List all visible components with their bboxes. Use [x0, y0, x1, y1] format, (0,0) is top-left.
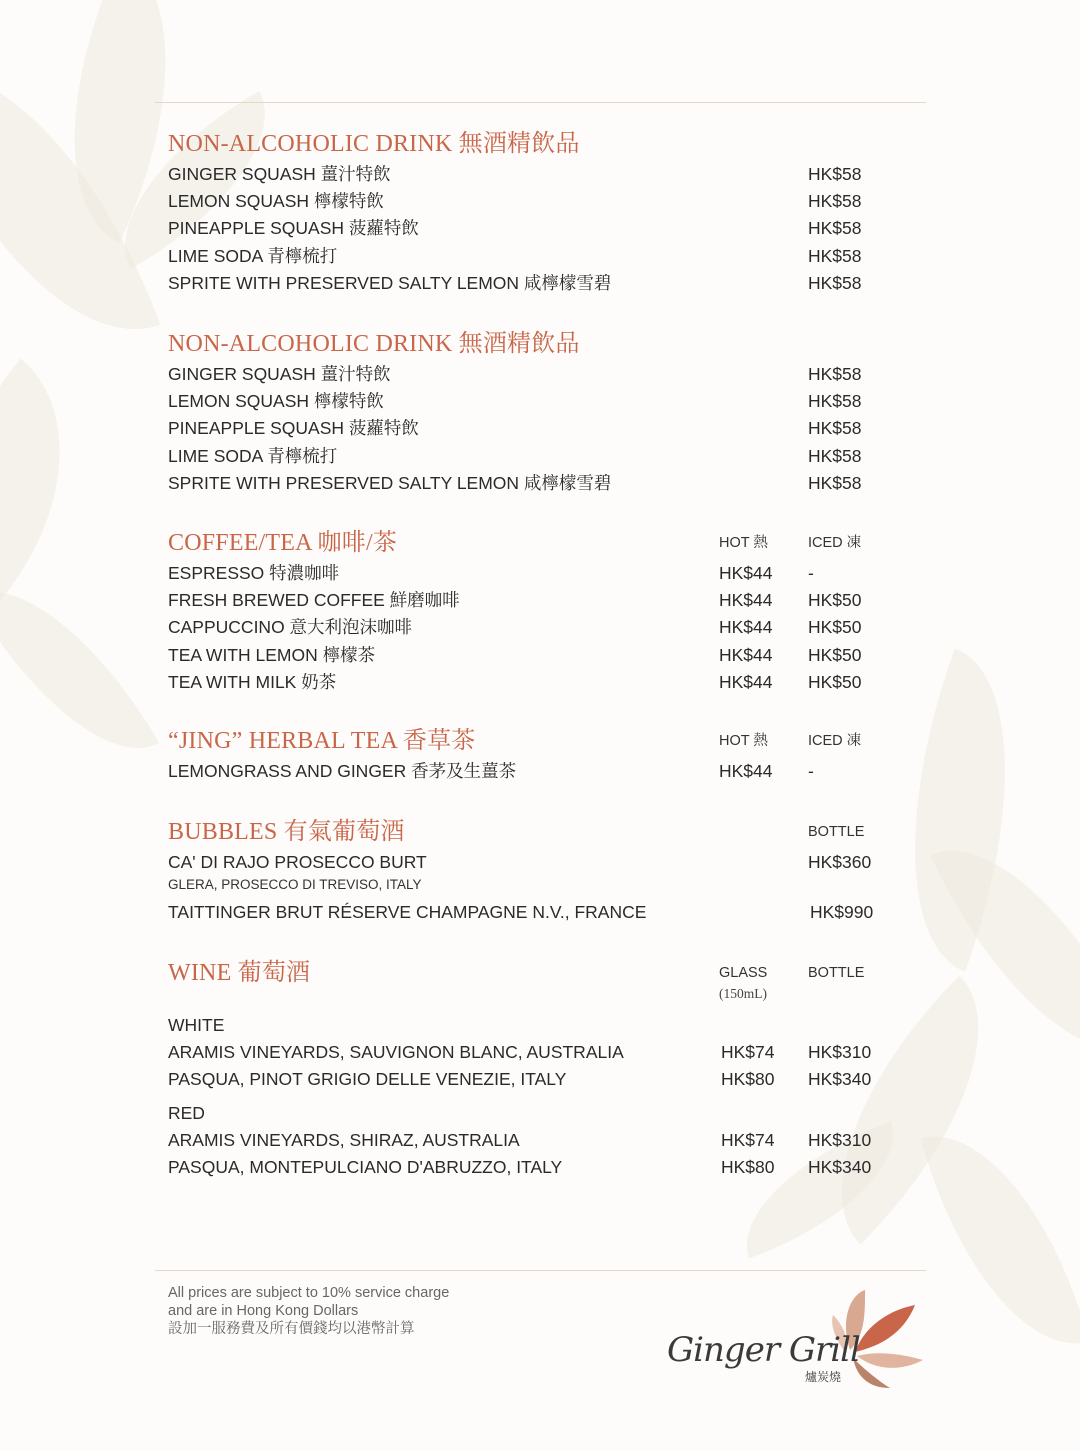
- section-coffee-tea: [168, 526, 928, 696]
- menu-item: [168, 1127, 928, 1154]
- brand-logo: [665, 1290, 935, 1390]
- item-name: LIME SODA 青檸梳打: [168, 245, 338, 266]
- item-name: TAITTINGER BRUT RÉSERVE CHAMPAGNE N.V., FRANCE: [168, 902, 647, 923]
- bottom-divider: [155, 1270, 926, 1271]
- logo-wordmark: Ginger Grill: [667, 1330, 860, 1370]
- item-name: CA' DI RAJO PROSECCO BURT: [168, 852, 427, 872]
- item-price: HK$58: [808, 164, 862, 184]
- item-price-hot: HK$44: [719, 590, 773, 611]
- item-price-bottle: HK$990: [810, 902, 874, 923]
- menu-item: [168, 388, 928, 415]
- wine-group-label: RED: [168, 1102, 205, 1123]
- item-price-iced: -: [808, 563, 814, 583]
- menu-item: [168, 587, 928, 614]
- menu-item: [168, 614, 928, 641]
- item-name: PASQUA, MONTEPULCIANO D'ABRUZZO, ITALY: [168, 1156, 563, 1177]
- menu-item: [168, 849, 928, 876]
- logo-subtext: 爐炭燒: [805, 1370, 842, 1384]
- menu-item: [168, 361, 928, 388]
- menu-item: [168, 899, 928, 926]
- menu-item: [168, 669, 928, 696]
- item-price-bottle: HK$340: [808, 1069, 872, 1090]
- column-hot: HOT 熱: [719, 733, 768, 749]
- item-name: ARAMIS VINEYARDS, SHIRAZ, AUSTRALIA: [168, 1129, 520, 1150]
- item-price-bottle: HK$360: [808, 852, 872, 872]
- item-price-iced: HK$50: [808, 644, 862, 665]
- column-glass-volume: (150mL): [719, 986, 767, 1001]
- item-price: HK$58: [808, 445, 862, 466]
- menu-item: [168, 270, 928, 297]
- menu-item: [168, 1066, 928, 1093]
- column-iced: ICED 凍: [808, 733, 862, 749]
- column-hot: HOT 熱: [719, 535, 768, 551]
- item-name: ESPRESSO 特濃咖啡: [168, 563, 340, 583]
- section-title: BUBBLES 有氣葡萄酒: [168, 819, 405, 845]
- item-price: HK$58: [808, 218, 862, 239]
- menu-item: [168, 642, 928, 669]
- item-price-hot: HK$44: [719, 617, 773, 638]
- menu-item: [168, 215, 928, 242]
- item-price: HK$58: [808, 364, 862, 384]
- section-title: COFFEE/TEA 咖啡/茶: [168, 530, 398, 556]
- item-price-hot: HK$44: [719, 563, 773, 583]
- section-title: NON-ALCOHOLIC DRINK 無酒精飲品: [168, 131, 580, 157]
- item-price: HK$58: [808, 272, 862, 293]
- item-name: PINEAPPLE SQUASH 菠蘿特飲: [168, 418, 419, 439]
- section-title: WINE 葡萄酒: [168, 960, 311, 986]
- item-price-glass: HK$80: [721, 1069, 775, 1090]
- column-bottle: BOTTLE: [808, 824, 865, 840]
- item-price-bottle: HK$340: [808, 1156, 872, 1177]
- item-name: GINGER SQUASH 薑汁特飲: [168, 164, 391, 184]
- item-name: TEA WITH LEMON 檸檬茶: [168, 644, 376, 665]
- section-bubbles: [168, 815, 928, 926]
- column-iced: ICED 凍: [808, 535, 862, 551]
- menu-item: [168, 470, 928, 497]
- item-price-iced: -: [808, 761, 814, 781]
- item-name: GINGER SQUASH 薑汁特飲: [168, 364, 391, 384]
- column-glass: GLASS: [719, 965, 768, 981]
- item-price-iced: HK$50: [808, 671, 862, 692]
- menu-item: [168, 1154, 928, 1181]
- item-subtitle: GLERA, PROSECCO DI TREVISO, ITALY: [168, 877, 422, 893]
- menu-item: [168, 243, 928, 270]
- section-non-alcoholic-2: [168, 327, 928, 497]
- item-name: CAPPUCCINO 意大利泡沫咖啡: [168, 617, 413, 638]
- menu-item: [168, 560, 928, 587]
- item-price-hot: HK$44: [719, 644, 773, 665]
- menu-item: [168, 161, 928, 188]
- item-name: FRESH BREWED COFFEE 鮮磨咖啡: [168, 590, 460, 611]
- menu-item: [168, 758, 928, 785]
- section-herbal-tea: [168, 724, 928, 785]
- menu-item: [168, 1039, 928, 1066]
- section-wine: [168, 956, 928, 1181]
- column-bottle: BOTTLE: [808, 965, 865, 981]
- menu-item: [168, 188, 928, 215]
- item-price: HK$58: [808, 418, 862, 439]
- menu-item: [168, 415, 928, 442]
- item-name: PASQUA, PINOT GRIGIO DELLE VENEZIE, ITALY: [168, 1069, 567, 1090]
- item-name: LIME SODA 青檸梳打: [168, 445, 338, 466]
- item-price-iced: HK$50: [808, 617, 862, 638]
- footer-line-1: All prices are subject to 10% service charge: [168, 1285, 450, 1301]
- item-price-bottle: HK$310: [808, 1042, 872, 1063]
- item-name: TEA WITH MILK 奶茶: [168, 671, 337, 692]
- item-name: PINEAPPLE SQUASH 菠蘿特飲: [168, 218, 419, 239]
- item-name: SPRITE WITH PRESERVED SALTY LEMON 咸檸檬雪碧: [168, 272, 612, 293]
- item-name: SPRITE WITH PRESERVED SALTY LEMON 咸檸檬雪碧: [168, 472, 612, 493]
- footer-line-2: and are in Hong Kong Dollars: [168, 1303, 359, 1319]
- item-price-glass: HK$80: [721, 1156, 775, 1177]
- menu-item: [168, 443, 928, 470]
- item-price-glass: HK$74: [721, 1129, 775, 1150]
- item-price-iced: HK$50: [808, 590, 862, 611]
- item-price-glass: HK$74: [721, 1042, 775, 1063]
- footer-note: [168, 1284, 449, 1338]
- item-price-hot: HK$44: [719, 671, 773, 692]
- item-name: LEMON SQUASH 檸檬特飲: [168, 391, 384, 412]
- item-price: HK$58: [808, 472, 862, 493]
- top-divider: [155, 102, 926, 103]
- footer-line-3: 設加一服務費及所有價錢均以港幣計算: [168, 1321, 415, 1337]
- item-price-hot: HK$44: [719, 761, 773, 781]
- wine-group-label: WHITE: [168, 1015, 225, 1035]
- item-name: LEMON SQUASH 檸檬特飲: [168, 191, 384, 212]
- item-name: LEMONGRASS AND GINGER 香茅及生薑茶: [168, 761, 517, 781]
- item-price: HK$58: [808, 245, 862, 266]
- item-name: ARAMIS VINEYARDS, SAUVIGNON BLANC, AUSTRALIA: [168, 1042, 624, 1063]
- item-price: HK$58: [808, 391, 862, 412]
- section-title: NON-ALCOHOLIC DRINK 無酒精飲品: [168, 331, 580, 357]
- section-non-alcoholic-1: [168, 127, 928, 297]
- section-title: “JING” HERBAL TEA 香草茶: [168, 728, 476, 754]
- item-price: HK$58: [808, 191, 862, 212]
- item-price-bottle: HK$310: [808, 1129, 872, 1150]
